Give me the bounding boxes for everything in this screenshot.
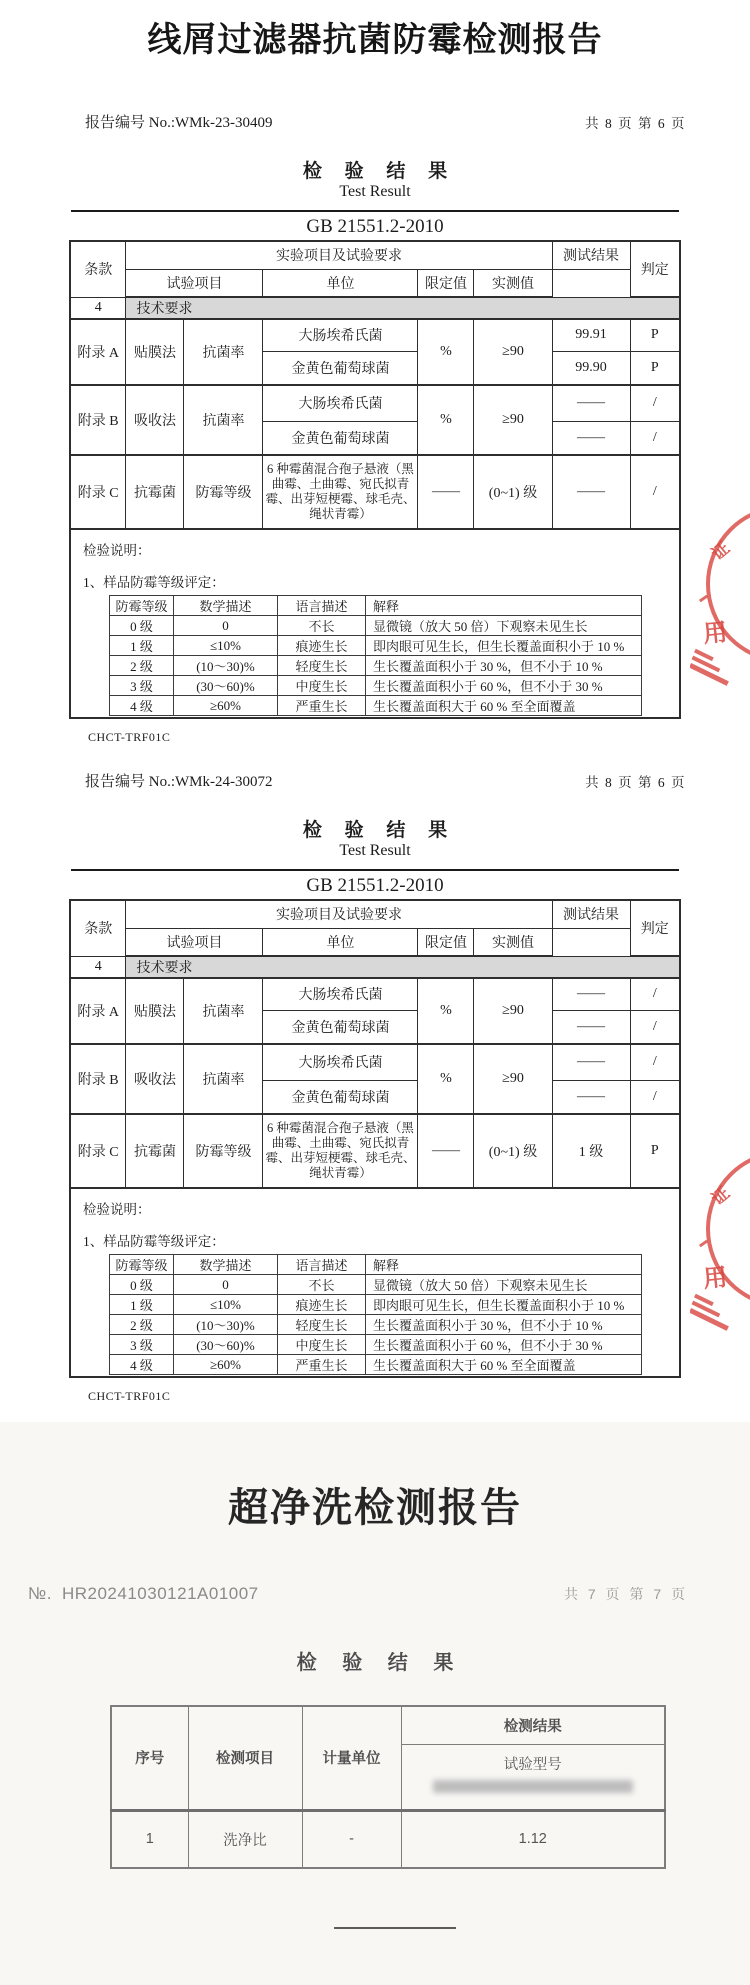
- col-header-clause: 条款: [70, 900, 126, 956]
- annexB-item: 抗菌率: [184, 1044, 263, 1114]
- rating-math: ≥60%: [173, 1355, 277, 1375]
- col-header-measured: 实测值: [474, 928, 552, 956]
- seal-stroke: [692, 1301, 720, 1317]
- technical-requirements-label: 技术要求: [126, 956, 680, 978]
- annexB-measured-1: ——: [552, 1044, 630, 1080]
- rating-explanation: 生长覆盖面积小于 30 %，但不小于 10 %: [365, 656, 641, 676]
- report3-result-heading: 检 验 结 果: [296, 1652, 464, 1674]
- rating-row-1: [109, 636, 641, 656]
- seal-char-top: 证: [708, 538, 734, 564]
- annexC-unit: ——: [418, 1114, 474, 1188]
- annexA-judge-1: P: [630, 319, 680, 351]
- report1-page-info: 共 8 页 第 6 页: [585, 116, 686, 131]
- rating-explanation: 显微镜（放大 50 倍）下观察未见生长: [365, 616, 641, 636]
- annexC-judge: /: [630, 455, 680, 529]
- report3-meta-row: [0, 1584, 750, 1604]
- col-header-seq: 序号: [111, 1706, 188, 1810]
- annexB-measured-1: ——: [552, 385, 630, 421]
- rating-row-4: [109, 1355, 641, 1375]
- annexB-bacteria-1: 大肠埃希氏菌: [263, 1044, 418, 1080]
- annexA-measured-2: 99.90: [552, 351, 630, 385]
- annexB-item: 抗菌率: [184, 385, 263, 455]
- rating-math: ≤10%: [173, 636, 277, 656]
- annexA-bacteria-1: 大肠埃希氏菌: [263, 319, 418, 351]
- seal-char-mid: 用: [702, 1264, 729, 1294]
- annexC-judge: P: [630, 1114, 680, 1188]
- report3-section: [0, 1422, 750, 1985]
- annexB-measured-2: ——: [552, 421, 630, 455]
- annexA-unit: %: [418, 319, 474, 385]
- rating-grade: 4 级: [109, 1355, 173, 1375]
- rating-verbal: 轻度生长: [277, 1315, 365, 1335]
- footer-short-line: [334, 1927, 456, 1929]
- rating-row-3: [109, 1335, 641, 1355]
- report1-title: 线屑过滤器抗菌防霉检测报告: [147, 21, 603, 59]
- test-model-cell: [401, 1744, 665, 1810]
- seal-tick-mark: [699, 595, 708, 603]
- rating-explanation: 生长覆盖面积大于 60 % 至全面覆盖: [365, 1355, 641, 1375]
- rating-grade: 0 级: [109, 1275, 173, 1295]
- col-header-measure-unit: 计量单位: [302, 1706, 401, 1810]
- annexB-label: 附录 B: [70, 1044, 126, 1114]
- report3-number: [28, 1584, 259, 1604]
- rating-header-explanation: 解释: [365, 596, 641, 616]
- col-header-unit: 单位: [263, 269, 418, 297]
- clause-number: 4: [70, 956, 126, 978]
- rating-verbal: 轻度生长: [277, 656, 365, 676]
- rating-verbal: 不长: [277, 1275, 365, 1295]
- rating-grade: 3 级: [109, 676, 173, 696]
- col-header-unit: 单位: [263, 928, 418, 956]
- row-unit: -: [302, 1810, 401, 1868]
- annexA-item: 抗菌率: [184, 319, 263, 385]
- annexB-method: 吸收法: [126, 1044, 184, 1114]
- rating-row-3: [109, 676, 641, 696]
- seal-char-top: 证: [708, 1183, 734, 1209]
- annexC-item: 防霉等级: [184, 1114, 263, 1188]
- rating-verbal: 严重生长: [277, 696, 365, 716]
- col-header-test-result: 测试结果: [552, 241, 630, 269]
- rating-explanation: 生长覆盖面积小于 60 %，但不小于 30 %: [365, 676, 641, 696]
- rating-grade: 1 级: [109, 1295, 173, 1315]
- report2-divider-line: [71, 869, 679, 871]
- annexA-measured-1: 99.91: [552, 319, 630, 351]
- col-header-test-item: 检测项目: [188, 1706, 302, 1810]
- rating-explanation: 显微镜（放大 50 倍）下观察未见生长: [365, 1275, 641, 1295]
- annexA-bacteria-2: 金黄色葡萄球菌: [263, 1010, 418, 1044]
- report3-title: 超净洗检测报告: [228, 1486, 522, 1530]
- seal-arc: [706, 1150, 750, 1308]
- annexC-measured: ——: [552, 455, 630, 529]
- report1-result-heading-en: Test Result: [339, 183, 411, 200]
- annexB-unit: %: [418, 1044, 474, 1114]
- red-seal-fragment-1: [690, 503, 750, 703]
- seal-stroke: [694, 1294, 714, 1306]
- annexC-limit: (0~1) 级: [474, 1114, 552, 1188]
- rating-math: (30～60)%: [173, 676, 277, 696]
- col-header-test-result: 检测结果: [401, 1706, 665, 1744]
- note-item-1: 1、样品防霉等级评定：: [82, 1234, 225, 1249]
- note-title: 检验说明：: [82, 1202, 151, 1217]
- rating-header-verbal: 语言描述: [277, 1255, 365, 1275]
- rating-explanation: 即肉眼可见生长，但生长覆盖面积小于 10 %: [365, 636, 641, 656]
- annexC-unit: ——: [418, 455, 474, 529]
- annexA-measured-1: ——: [552, 978, 630, 1010]
- annexA-judge-2: /: [630, 1010, 680, 1044]
- col-header-judgement: 判定: [630, 241, 680, 297]
- col-header-limit: 限定值: [418, 269, 474, 297]
- report2-standard-name: GB 21551.2-2010: [306, 875, 444, 896]
- rating-row-0: [109, 1275, 641, 1295]
- annexC-item: 防霉等级: [184, 455, 263, 529]
- annexC-measured: 1 级: [552, 1114, 630, 1188]
- report2-test-table: [69, 899, 681, 1378]
- rating-math: (10～30)%: [173, 656, 277, 676]
- report3-result-table: [110, 1705, 666, 1869]
- rating-header-explanation: 解释: [365, 1255, 641, 1275]
- seal-stroke: [694, 649, 714, 661]
- annexA-method: 贴膜法: [126, 319, 184, 385]
- col-header-test-item: 试验项目: [126, 928, 263, 956]
- annexC-spore-suspension: 6 种霉菌混合孢子悬液（黑曲霉、土曲霉、宛氏拟青霉、出芽短梗霉、球毛壳、绳状青霉）: [263, 1114, 418, 1188]
- rating-row-0: [109, 616, 641, 636]
- report1-form-code: CHCT-TRF01C: [88, 730, 171, 744]
- clause-number: 4: [70, 297, 126, 319]
- rating-verbal: 不长: [277, 616, 365, 636]
- rating-header-grade: 防霉等级: [109, 1255, 173, 1275]
- rating-grade: 2 级: [109, 656, 173, 676]
- report1-divider-line: [71, 210, 679, 212]
- annexC-label: 附录 C: [70, 455, 126, 529]
- rating-verbal: 中度生长: [277, 1335, 365, 1355]
- annexB-judge-1: /: [630, 385, 680, 421]
- annexA-item: 抗菌率: [184, 978, 263, 1044]
- annexA-unit: %: [418, 978, 474, 1044]
- report2-page-info: 共 8 页 第 6 页: [585, 775, 686, 790]
- rating-explanation: 生长覆盖面积小于 60 %，但不小于 30 %: [365, 1335, 641, 1355]
- annexA-measured-2: ——: [552, 1010, 630, 1044]
- rating-grade: 2 级: [109, 1315, 173, 1335]
- annexA-label: 附录 A: [70, 319, 126, 385]
- annexA-bacteria-1: 大肠埃希氏菌: [263, 978, 418, 1010]
- rating-math: (30～60)%: [173, 1335, 277, 1355]
- mold-rating-table: [109, 595, 642, 716]
- rating-explanation: 生长覆盖面积小于 30 %，但不小于 10 %: [365, 1315, 641, 1335]
- rating-row-2: [109, 656, 641, 676]
- rating-math: 0: [173, 1275, 277, 1295]
- report2-number: 报告编号 No.:WMk-24-30072: [85, 774, 273, 790]
- row-item: 洗净比: [188, 1810, 302, 1868]
- rating-verbal: 严重生长: [277, 1355, 365, 1375]
- row-seq: 1: [111, 1810, 188, 1868]
- note-item-1: 1、样品防霉等级评定：: [82, 575, 225, 590]
- annexC-label: 附录 C: [70, 1114, 126, 1188]
- report2-result-heading-cn: 检 验 结 果: [302, 820, 457, 841]
- annexB-limit: ≥90: [474, 1044, 552, 1114]
- rating-header-verbal: 语言描述: [277, 596, 365, 616]
- col-header-requirements: 实验项目及试验要求: [126, 241, 552, 269]
- rating-math: 0: [173, 616, 277, 636]
- annexA-label: 附录 A: [70, 978, 126, 1044]
- annexB-measured-2: ——: [552, 1080, 630, 1114]
- report3-page-info: 共 7 页 第 7 页: [563, 1586, 688, 1602]
- report3-number-label: №.: [28, 1584, 52, 1603]
- annexA-judge-1: /: [630, 978, 680, 1010]
- seal-arc: [706, 505, 750, 663]
- col-header-judgement: 判定: [630, 900, 680, 956]
- table-row: [111, 1810, 665, 1868]
- annexC-spore-suspension: 6 种霉菌混合孢子悬液（黑曲霉、土曲霉、宛氏拟青霉、出芽短梗霉、球毛壳、绳状青霉）: [263, 455, 418, 529]
- annexA-judge-2: P: [630, 351, 680, 385]
- annexA-limit: ≥90: [474, 319, 552, 385]
- seal-char-mid: 用: [702, 619, 729, 649]
- rating-grade: 0 级: [109, 616, 173, 636]
- inspection-notes-cell: [70, 529, 680, 718]
- rating-row-2: [109, 1315, 641, 1335]
- annexB-label: 附录 B: [70, 385, 126, 455]
- annexB-bacteria-2: 金黄色葡萄球菌: [263, 421, 418, 455]
- seal-stroke: [692, 656, 720, 672]
- annexC-method: 抗霉菌: [126, 455, 184, 529]
- rating-math: ≥60%: [173, 696, 277, 716]
- report1-test-table: [69, 240, 681, 719]
- report1-standard-name: GB 21551.2-2010: [306, 216, 444, 237]
- annexB-unit: %: [418, 385, 474, 455]
- rating-header-math: 数学描述: [173, 1255, 277, 1275]
- col-header-requirements: 实验项目及试验要求: [126, 900, 552, 928]
- rating-grade: 3 级: [109, 1335, 173, 1355]
- report2-form-code: CHCT-TRF01C: [88, 1389, 171, 1403]
- rating-row-4: [109, 696, 641, 716]
- annexA-limit: ≥90: [474, 978, 552, 1044]
- annexB-judge-1: /: [630, 1044, 680, 1080]
- report2-meta-row: [0, 771, 750, 791]
- report1-number: 报告编号 No.:WMk-23-30409: [85, 115, 273, 131]
- annexA-method: 贴膜法: [126, 978, 184, 1044]
- rating-explanation: 生长覆盖面积大于 60 % 至全面覆盖: [365, 696, 641, 716]
- note-title: 检验说明：: [82, 543, 151, 558]
- rating-row-1: [109, 1295, 641, 1315]
- annexB-judge-2: /: [630, 421, 680, 455]
- red-seal-fragment-2: [690, 1148, 750, 1348]
- rating-header-grade: 防霉等级: [109, 596, 173, 616]
- annexA-bacteria-2: 金黄色葡萄球菌: [263, 351, 418, 385]
- rating-grade: 4 级: [109, 696, 173, 716]
- test-model-label: 试验型号: [503, 1756, 562, 1773]
- annexB-method: 吸收法: [126, 385, 184, 455]
- rating-verbal: 中度生长: [277, 676, 365, 696]
- annexB-bacteria-2: 金黄色葡萄球菌: [263, 1080, 418, 1114]
- rating-header-math: 数学描述: [173, 596, 277, 616]
- annexB-bacteria-1: 大肠埃希氏菌: [263, 385, 418, 421]
- rating-math: (10～30)%: [173, 1315, 277, 1335]
- seal-stroke: [690, 663, 729, 685]
- rating-verbal: 痕迹生长: [277, 636, 365, 656]
- report3-number-value: HR20241030121A01007: [61, 1584, 259, 1603]
- rating-math: ≤10%: [173, 1295, 277, 1315]
- col-header-clause: 条款: [70, 241, 126, 297]
- annexB-limit: ≥90: [474, 385, 552, 455]
- col-header-test-item: 试验项目: [126, 269, 263, 297]
- report1-meta-row: [0, 112, 750, 132]
- annexC-limit: (0~1) 级: [474, 455, 552, 529]
- report1-result-heading-cn: 检 验 结 果: [302, 161, 457, 182]
- rating-verbal: 痕迹生长: [277, 1295, 365, 1315]
- annexB-judge-2: /: [630, 1080, 680, 1114]
- report2-result-heading-en: Test Result: [339, 842, 411, 859]
- annexC-method: 抗霉菌: [126, 1114, 184, 1188]
- col-header-limit: 限定值: [418, 928, 474, 956]
- seal-tick-mark: [699, 1240, 708, 1248]
- col-header-test-result: 测试结果: [552, 900, 630, 928]
- seal-stroke: [690, 1308, 729, 1330]
- row-result: 1.12: [401, 1810, 665, 1868]
- rating-grade: 1 级: [109, 636, 173, 656]
- inspection-notes-cell: [70, 1188, 680, 1377]
- rating-explanation: 即肉眼可见生长，但生长覆盖面积小于 10 %: [365, 1295, 641, 1315]
- technical-requirements-label: 技术要求: [126, 297, 680, 319]
- col-header-measured: 实测值: [474, 269, 552, 297]
- mold-rating-table: [109, 1254, 642, 1375]
- redacted-model-number: [433, 1780, 633, 1793]
